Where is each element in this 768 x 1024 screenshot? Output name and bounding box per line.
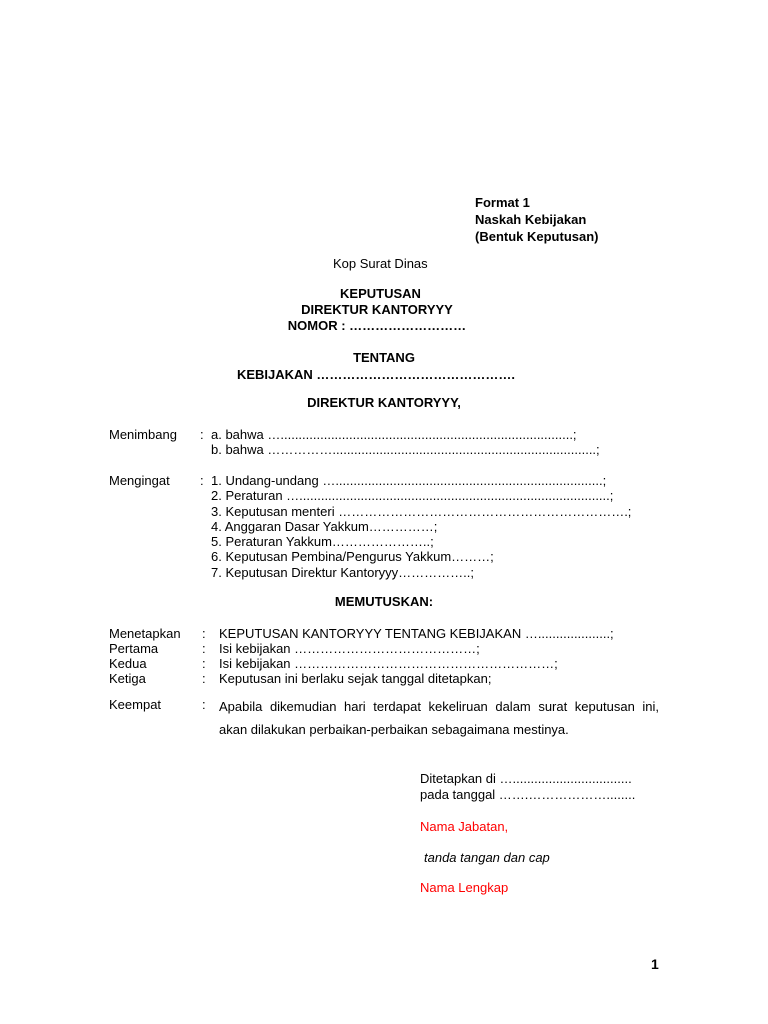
subject-block — [0, 349, 768, 383]
decision-colon: : — [202, 641, 206, 656]
tentang-label: TENTANG — [353, 350, 415, 365]
signature-stamp-placeholder: tanda tangan dan cap — [424, 850, 550, 865]
mengingat-colon: : — [200, 473, 204, 488]
decision-text: Keputusan ini berlaku sejak tanggal ditetapkan; — [219, 671, 492, 686]
mengingat-item: 7. Keputusan Direktur Kantoryyy……………..; — [211, 565, 474, 580]
decision-colon: : — [202, 671, 206, 686]
issuer-line: DIREKTUR KANTORYYY, — [307, 395, 461, 410]
menimbang-item: b. bahwa …………….........................................................................; — [211, 442, 600, 457]
decision-label: Menetapkan — [109, 626, 181, 641]
mengingat-item: 3. Keputusan menteri ………………………………………………………….; — [211, 504, 632, 519]
menimbang-item: a. bahwa ….................................................................................; — [211, 427, 577, 442]
format-number: Format 1 — [475, 195, 530, 210]
signature-block — [420, 771, 635, 803]
decision-text: KEPUTUSAN KANTORYYY TENTANG KEBIJAKAN …....................; — [219, 626, 614, 641]
place-of-issue: Ditetapkan di …................................. — [420, 771, 632, 786]
title-keputusan: KEPUTUSAN — [340, 286, 421, 301]
decision-text: Isi kebijakan ……………………………………………………; — [219, 656, 558, 671]
decision-colon: : — [202, 697, 206, 712]
kebijakan-title: KEBIJAKAN ………………………………………. — [236, 367, 516, 382]
decision-label: Keempat — [109, 697, 162, 712]
decision-text: Apabila dikemudian hari terdapat kekeliruan dalam surat keputusan ini, akan dilakukan perbaikan-perbaikan sebagaimana mestinya. — [219, 699, 659, 737]
format-type: Naskah Kebijakan — [475, 212, 587, 227]
menimbang-colon: : — [200, 427, 204, 442]
decision-colon: : — [202, 656, 206, 671]
title-direktur: DIREKTUR KANTORYYY — [301, 302, 453, 317]
menimbang-label: Menimbang — [109, 427, 177, 442]
title-nomor: NOMOR : ……………………… — [287, 318, 467, 333]
mengingat-item: 4. Anggaran Dasar Yakkum……………; — [211, 519, 438, 534]
mengingat-item: 2. Peraturan …......................................................................................; — [211, 488, 614, 503]
decision-label: Kedua — [109, 656, 147, 671]
position-title-placeholder: Nama Jabatan, — [420, 819, 509, 834]
mengingat-label: Mengingat — [109, 473, 170, 488]
mengingat-item: 1. Undang-undang …..........................................................................; — [211, 473, 607, 488]
decision-colon: : — [202, 626, 206, 641]
memutuskan-heading: MEMUTUSKAN: — [334, 594, 434, 609]
format-block — [475, 194, 599, 245]
page-number: 1 — [651, 956, 659, 972]
mengingat-item: 5. Peraturan Yakkum…………………..; — [211, 534, 434, 549]
letterhead-placeholder: Kop Surat Dinas — [333, 256, 428, 271]
decision-text: Isi kebijakan ……………………………………; — [219, 641, 480, 656]
format-form: (Bentuk Keputusan) — [475, 229, 599, 244]
decision-label: Ketiga — [109, 671, 146, 686]
decision-label: Pertama — [109, 641, 159, 656]
full-name-placeholder: Nama Lengkap — [420, 880, 509, 895]
date-of-issue: pada tanggal …….………………........ — [420, 787, 636, 802]
document-title — [0, 286, 768, 334]
mengingat-item: 6. Keputusan Pembina/Pengurus Yakkum………; — [211, 549, 494, 564]
